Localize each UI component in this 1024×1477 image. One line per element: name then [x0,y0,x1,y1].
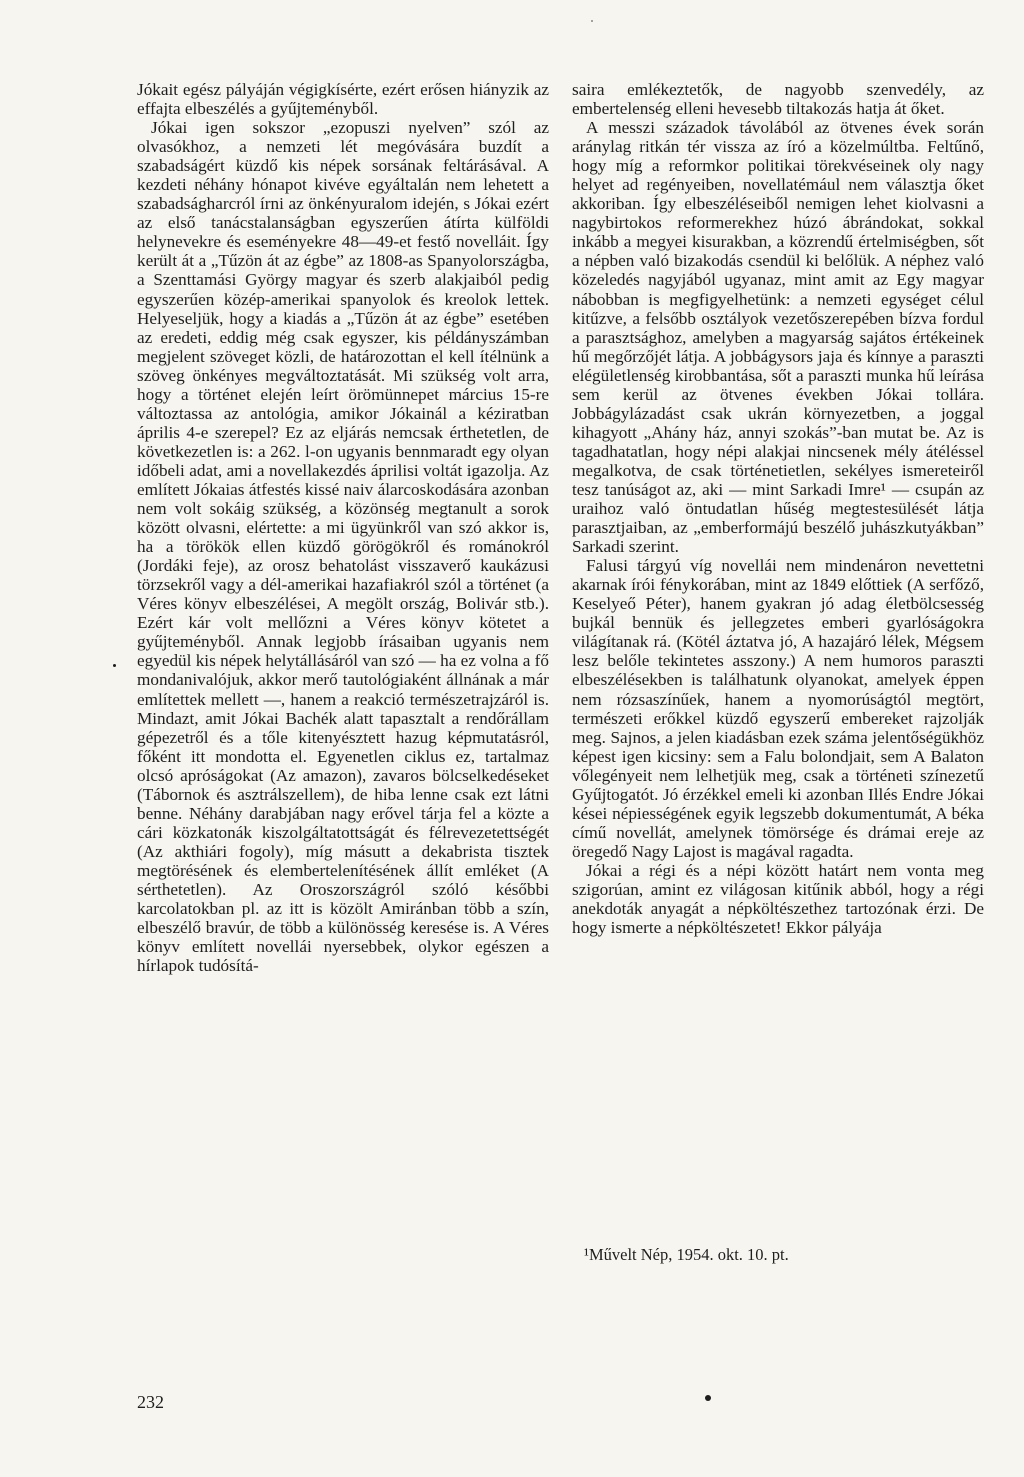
right-paragraph-4: Jókai a régi és a népi között határt nem vonta meg szigorúan, amint ez világosan kitűnik abból, hogy a régi anekdoták anyagát a népköltészethez tartozónak érzi. De hogy ismerte a népköltészetet! Ekkor pályája [572,860,984,938]
left-paragraph-1: Jókait egész pályáján végigkísérte, ezért erősen hiányzik az effajta elbeszélés a gyűjteményből. [137,80,549,119]
print-mark [705,1395,711,1401]
right-column [572,80,984,937]
left-paragraph-2: Jókai igen sokszor „ezopuszi nyelven” szól az olvasókhoz, a nemzeti lét megóvására buzdít a szabadságért küzdő kis népek sorsának feltárásával. A kezdeti néhány hónapot kivéve egyáltalán nem lehetett a szabadságharcról írni az önkényuralom idején, s Jókai ezért az első tanácstalanságban egyszerűen átírta külföldi helynevekre és eseményekre 48—49-et festő novelláit. Így került át a „Tűzön át az égbe” az 1808-as Spanyolországba, a Szenttamási György magyar és szerb alakjaiból pedig egyszerűen közép-amerikai spanyolok és kreolok lettek. Helyeseljük, hogy a kiadás a „Tűzön át az égbe” esetében az eredeti, eddig még csak egyszer, kis példányszámban megjelent szöveget közli, de határozottan el kell ítélnünk a szöveg önkényes megváltoztatását. Mi szükség volt arra, hogy a történet elején leírt örömünnepet március 15-re változtassa az antológia, amikor Jókainál a kéziratban április 4-e szerepel? Ez az eljárás nemcsak érthetetlen, de következetlen is: a 262. l-on ugyanis bennmaradt egy olyan időbeli adat, ami a novellakezdés áprilisi voltát igazolja. Az említett Jókaias átfestés kissé naiv álarcoskodására azonban nem volt sokáig szükség, a közönség megtanult a sorok között olvasni, elértette: a mi ügyünkről van szó akkor is, ha a törökök ellen küzdő görögökről és románokról (Jordáki feje), az orosz behatolást visszaverő kaukázusi törzsekről vagy a dél-amerikai hazafiakról szól a történet (a Véres könyv elbeszélései, A megölt ország, Bolivár stb.). Ezért kár volt mellőzni a Véres könyv kötetet a gyűjteményből. Annak legjobb írásaiban ugyanis nem egyedül kis népek helytállásáról van szó — ha ez volna a fő mondanivalójuk, akkor merő tautológiaként állnának a már említettek mellett —, hanem a reakció természetrajzáról is. Mindazt, amit Jókai Bachék alatt tapasztalt a rendőrállam gépezetről és a tőle kitenyésztett hazug képmutatásról, főként itt mondotta el. Egyenetlen ciklus ez, tartalmaz olcsó apróságokat (Az amazon), zavaros bölcselkedéseket (Tábornok és asztrálszellem), de hiba lenne csak ezt látni benne. Néhány darabjában nagy erővel tárja fel a közte a cári közkatonák kiszolgáltatottságát és félrevezetettségét (Az akthiári fogoly), míg másutt a dekabrista tisztek megtörésének és elembertelenítésének állít emléket (A sérthetetlen). Az Oroszországról szóló későbbi karcolatokban pl. az itt is közölt Amiránban több a szín, elbeszélő bravúr, de több a különösség keresése is. A Véres könyv említett novellái nyersebbek, olykor egészen a hírlapok tudósítá- [137,118,549,976]
print-speck [591,20,593,22]
margin-mark [113,664,116,667]
right-paragraph-1: saira emlékeztetők, de nagyobb szenvedély, az embertelenség elleni hevesebb tiltakozás hatja át őket. [572,80,984,119]
page-number: 232 [137,1392,164,1412]
right-paragraph-2: A messzi századok távolából az ötvenes évek során aránylag ritkán tér vissza az író a közelmúltba. Feltűnő, hogy míg a reformkor politikai törekvéseinek oly nagy helyet ad regényeiben, novellatémául nem választja őket akkoriban. Így elbeszéléseiből nemigen lehet kiolvasni a nagybirtokos reformerekhez húzó ábrándokat, sokkal inkább a megyei kisurakban, a közrendű értelmiségben, sőt a népben való bizakodás csendül ki belőlük. A néphez való közeledés nagyjából ugyanaz, mint amit az Egy magyar nábobban is megfigyelhetünk: a nemzeti egységet célul kitűzve, a felsőbb osztályok vezetőszerepében bízva fordul a parasztsághoz, amelyben a magyarság sajátos értékeinek hű megőrzőjét látja. A jobbágysors jaja és kínnye a paraszti elégületlenség kirobbantása, sőt a paraszti munka hű leírása sem kerül az ötvenes években Jókai tollára. Jobbágylázadást csak ukrán környezetben, a joggal kihagyott „Ahány ház, annyi szokás”-ban mutat be. Az is tagadhatatlan, hogy népi alakjai nincsenek mély átéléssel megalkotva, de csak történetietlen, sekélyes ismereteiről tesz tanúságot az, aki — mint Sarkadi Imre¹ — csupán az uraihoz való öntudatlan hűség megtestesülését látja parasztjaiban, az „emberformájú beszélő juhászkutyákban” Sarkadi szerint. [572,118,984,557]
left-column [137,80,549,975]
right-paragraph-3: Falusi tárgyú víg novellái nem mindenáron nevettetni akarnak írói fénykorában, mint az 1849 előttiek (A serfőző, Keselyeő Péter), hanem gyakran jó adag életbölcsesség bujkál bennük és jellegzetes emberi gyarlóságokra világítanak rá. (Kötél áztatva jó, A hazajáró lélek, Mégsem lesz belőle tekintetes asszony.) A nem humoros paraszti elbeszélésekben is találhatunk olyanokat, amelyek éppen nem rózsaszínűek, hanem a nyomorúságtól megtört, természeti erőkkel küzdő egyszerű embereket rajzolják meg. Sajnos, a jelen kiadásban ezek száma jelentőségükhöz képest igen kicsiny: sem a Falu bolondjait, sem A Balaton vőlegényeit nem lelhetjük meg, csak a történeti színezetű Gyűjtogatót. Jó érzékkel emeli ki azonban Illés Endre Jókai kései népiességének egyik legszebb dokumentumát, A béka című novellát, amelynek tömörsége és drámai ereje az öregedő Nagy Lajost is magával ragadta. [572,556,984,861]
footnote: ¹Művelt Nép, 1954. okt. 10. pt. [584,1245,789,1264]
